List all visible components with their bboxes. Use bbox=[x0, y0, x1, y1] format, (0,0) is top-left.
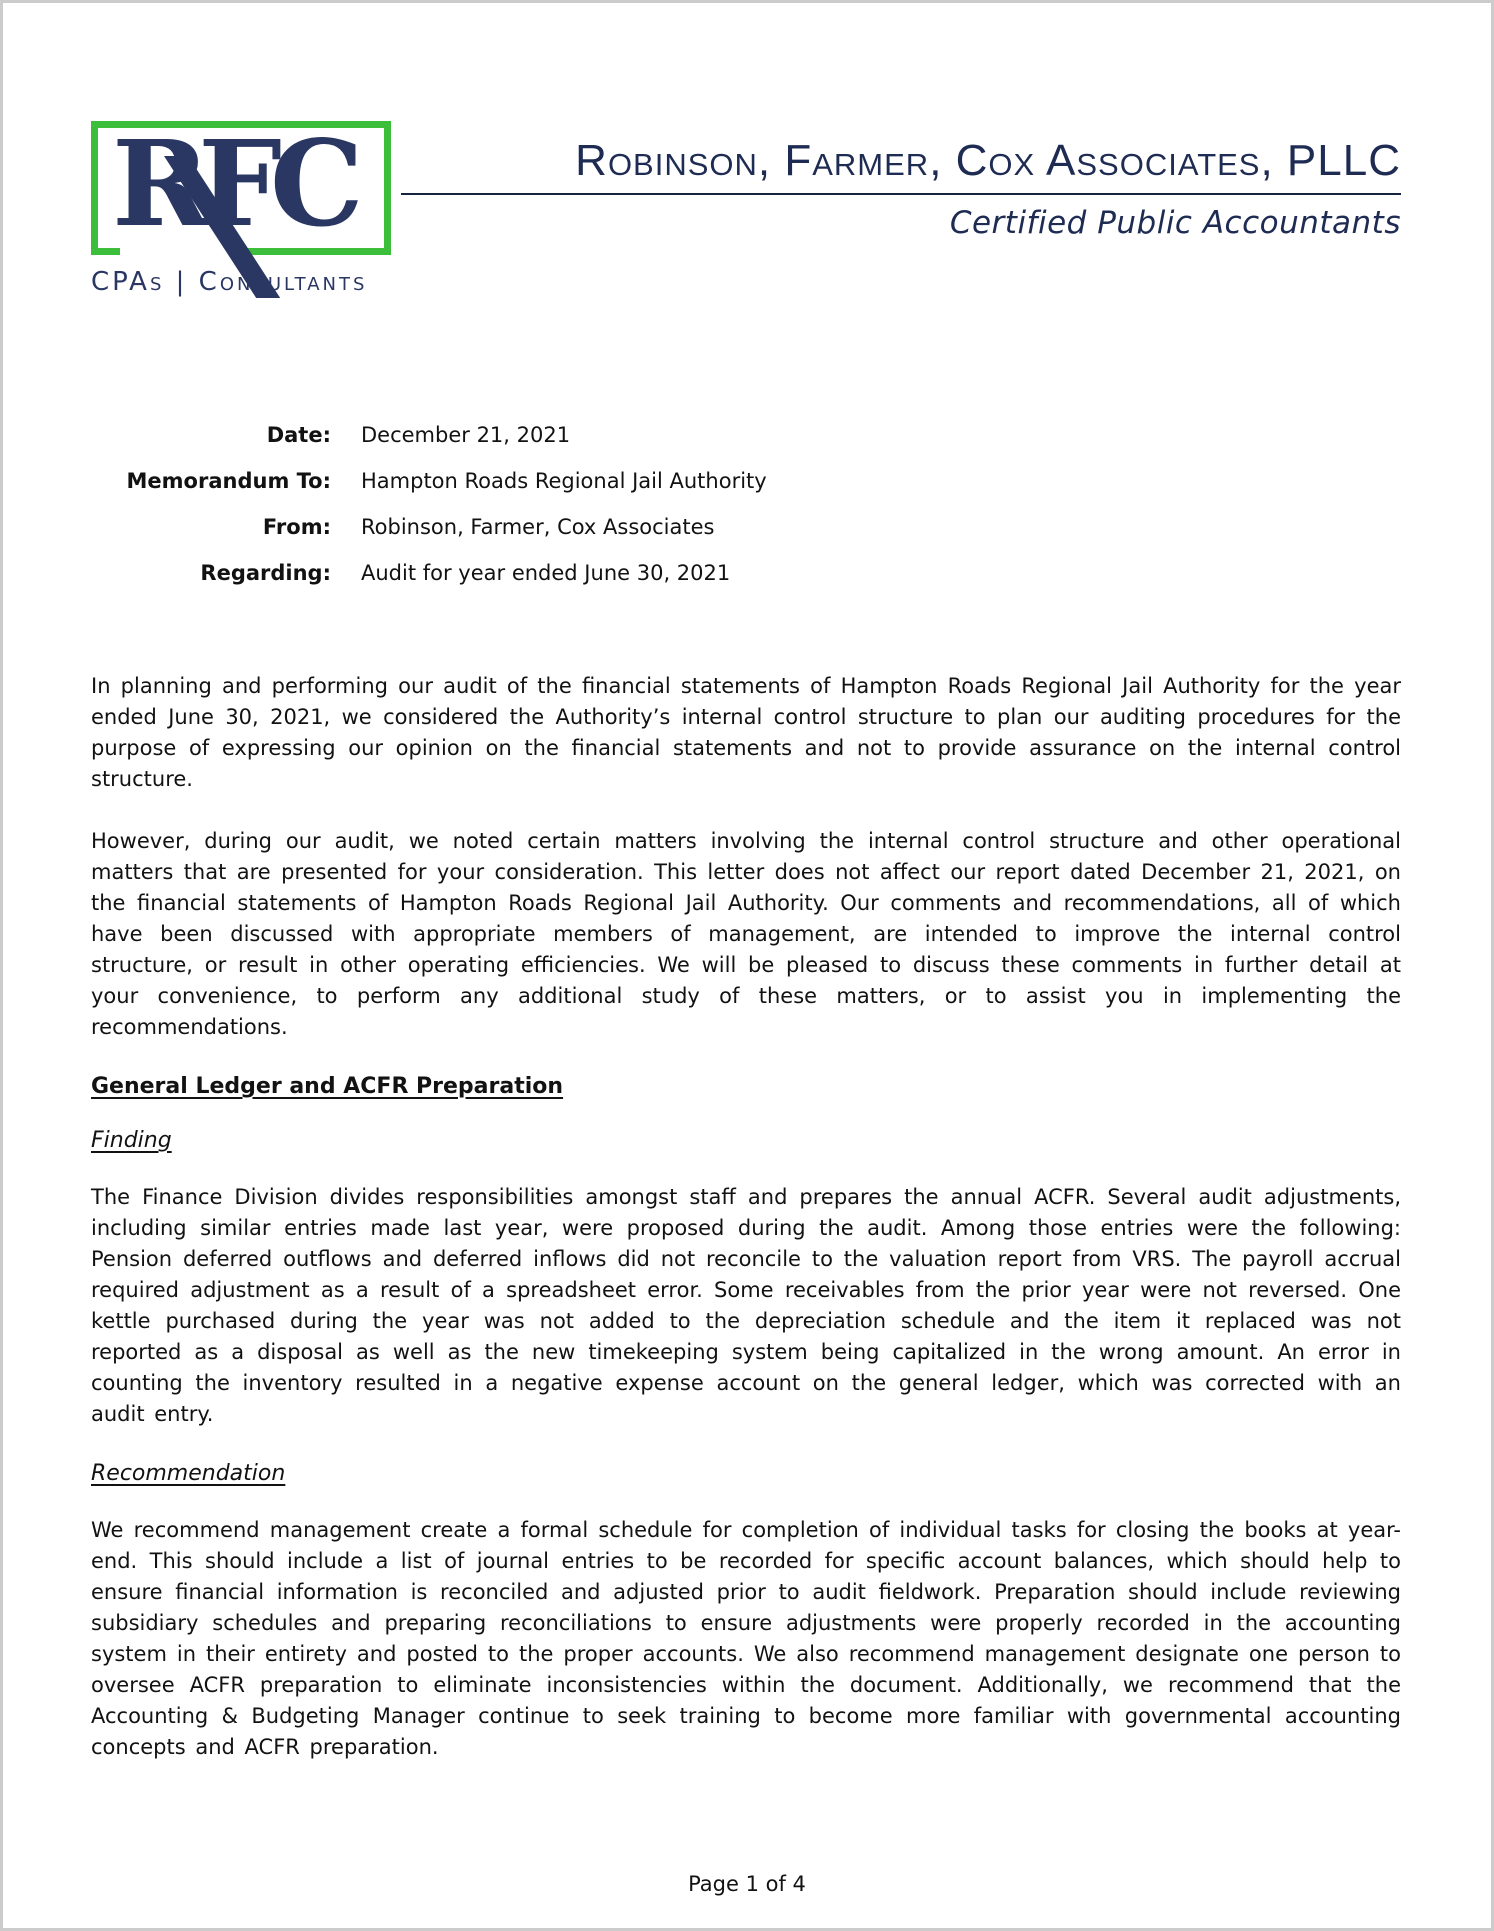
letter-body bbox=[91, 671, 1401, 1763]
memo-value-date: December 21, 2021 bbox=[361, 423, 571, 447]
finding-paragraph: The Finance Division divides responsibilities amongst staff and prepares the annual ACFR. Several audit adjustments, including similar entries made last year, were proposed during the audit. Among those entries were the following: Pension deferred outflows and deferred inflows did not reconcile to the valuation report from VRS. The payroll accrual required adjustment as a result of a spreadsheet error. Some receivables from the prior year were not reversed. One kettle purchased during the year was not added to the depreciation schedule and the item it replaced was not reported as a disposal as well as the new timekeeping system being capitalized in the wrong amount. An error in counting the inventory resulted in a negative expense account on the general ledger, which was corrected with an audit entry. bbox=[91, 1185, 1401, 1426]
firm-name: Robinson, Farmer, Cox Associates, PLLC bbox=[575, 136, 1401, 185]
overview-paragraph: However, during our audit, we noted certain matters involving the internal control structure and other operational matters that are presented for your consideration. This letter does not affect our report dated December 21, 2021, on the financial statements of Hampton Roads Regional Jail Authority. Our comments and recommendations, all of which have been discussed with appropriate members of management, are intended to improve the internal control structure, or result in other operating efficiencies. We will be pleased to discuss these comments in further detail at your convenience, to perform any additional study of these matters, or to assist you in implementing the recommendations. bbox=[91, 829, 1401, 1039]
recommendation-heading: Recommendation bbox=[91, 1461, 286, 1486]
letterhead bbox=[91, 114, 1401, 297]
memo-value-to: Hampton Roads Regional Jail Authority bbox=[361, 469, 767, 493]
memo-value-regarding: Audit for year ended June 30, 2021 bbox=[361, 561, 731, 585]
memo-value-from: Robinson, Farmer, Cox Associates bbox=[361, 515, 715, 539]
memo-label-regarding: Regarding: bbox=[200, 561, 331, 585]
intro-paragraph: In planning and performing our audit of the financial statements of Hampton Roads Regional Jail Authority for the year ended June 30, 2021, we considered the Authority’s internal control structure to plan our auditing procedures for the purpose of expressing our opinion on the financial statements and not to provide assurance on the internal control structure. bbox=[91, 674, 1401, 791]
page-number: Page 1 of 4 bbox=[688, 1872, 806, 1896]
memo-label-from: From: bbox=[262, 515, 331, 539]
logo-tagline: CPAs | Consultants bbox=[91, 267, 368, 297]
firm-name-rule bbox=[401, 193, 1401, 195]
memo-label-date: Date: bbox=[266, 423, 331, 447]
finding-heading: Finding bbox=[91, 1128, 172, 1153]
rfc-logo bbox=[91, 114, 401, 297]
rfc-monogram: RFC bbox=[112, 114, 352, 253]
recommendation-paragraph: We recommend management create a formal schedule for completion of individual tasks for closing the books at year-end. This should include a list of journal entries to be recorded for specific account balances, which should help to ensure financial information is reconciled and adjusted prior to audit fieldwork. Preparation should include reviewing subsidiary schedules and preparing reconciliations to ensure adjustments were properly recorded in the accounting system in their entirety and posted to the proper accounts. We also recommend management designate one person to oversee ACFR preparation to eliminate inconsistencies within the document. Additionally, we recommend that the Accounting & Budgeting Manager continue to seek training to become more familiar with governmental accounting concepts and ACFR preparation. bbox=[91, 1518, 1401, 1759]
section-heading-general-ledger: General Ledger and ACFR Preparation bbox=[91, 1074, 564, 1099]
memo-fields bbox=[91, 423, 1401, 585]
rfc-logo-frame bbox=[91, 114, 391, 255]
firm-subtitle: Certified Public Accountants bbox=[949, 205, 1401, 241]
firm-header bbox=[401, 121, 1401, 241]
memo-label-to: Memorandum To: bbox=[126, 469, 331, 493]
